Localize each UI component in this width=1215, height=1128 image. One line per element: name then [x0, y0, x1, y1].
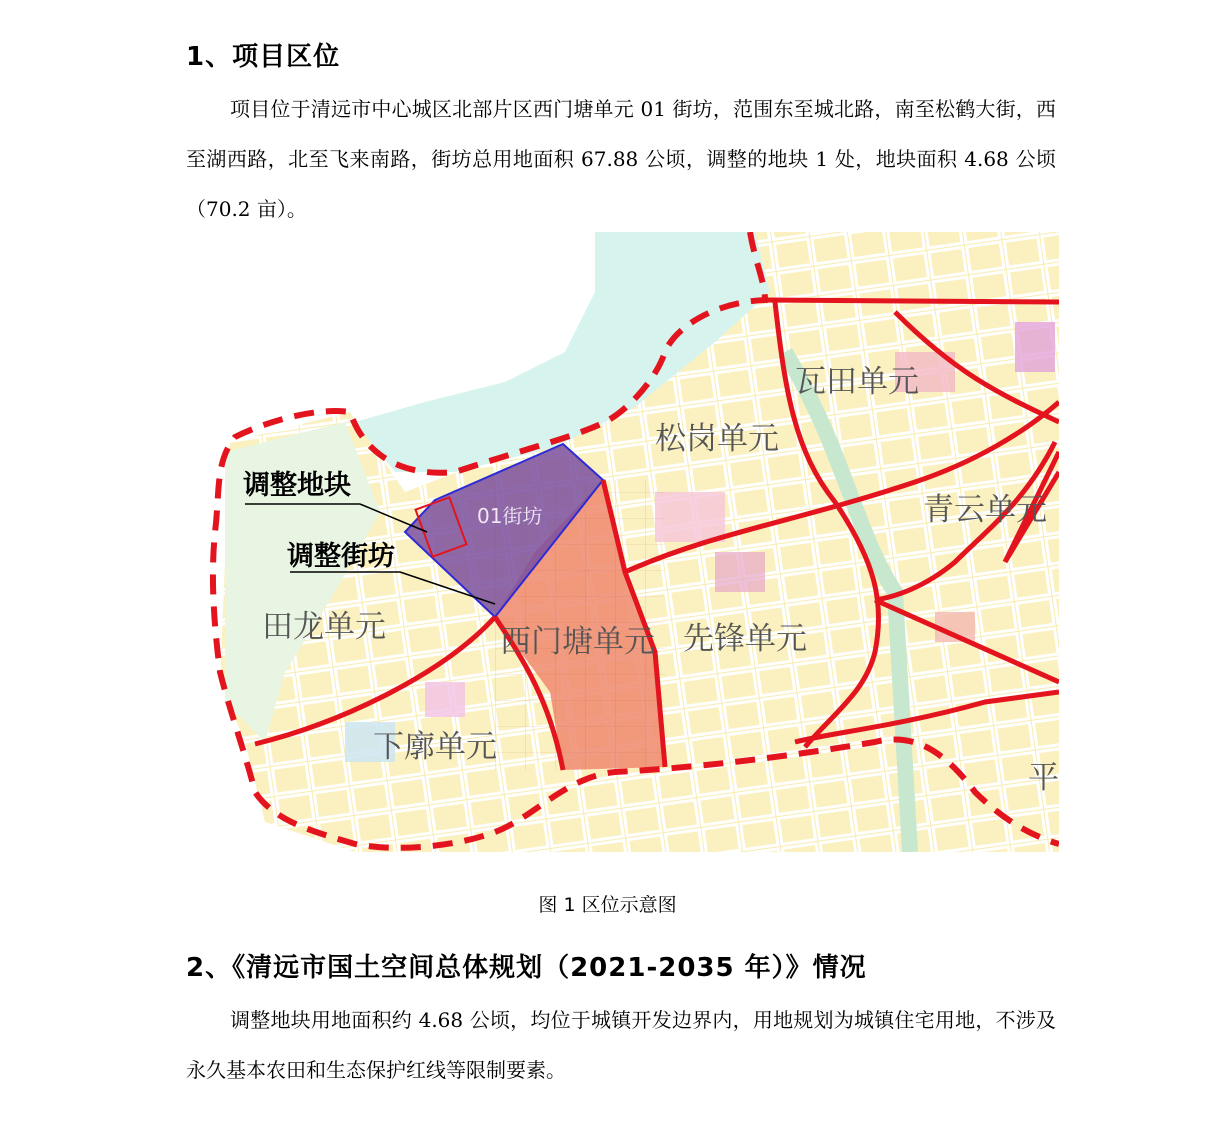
unit-boundary [765, 300, 1059, 302]
unit-label-song-gang: 松岗单元 [655, 421, 779, 457]
unit-label-xian-feng: 先锋单元 [683, 621, 807, 657]
unit-label-xi-men-tang: 西门塘单元 [500, 624, 655, 660]
unit-label-qing-yun: 青云单元 [923, 492, 1047, 528]
unit-label-ping: 平 [1028, 760, 1059, 796]
land-patch [425, 682, 465, 717]
land-patch [715, 552, 765, 592]
land-patch [1015, 322, 1055, 372]
adjust-block-label: 调整街坊 [287, 541, 395, 572]
unit-label-xia-lang: 下廓单元 [373, 729, 497, 765]
land-patch [655, 492, 725, 542]
adjust-plot-label: 调整地块 [243, 470, 351, 501]
unit-label-tian-long: 田龙单元 [262, 609, 386, 645]
section-1-paragraph: 项目位于清远市中心城区北部片区西门塘单元 01 街坊，范围东至城北路，南至松鹤大街，西至湖西路，北至飞来南路，街坊总用地面积 67.88 公顷，调整的地块 1 处，地块面积 4.68 公顷（70.2 亩）。 [186, 97, 1056, 221]
section-2-paragraph: 调整地块用地面积约 4.68 公顷，均位于城镇开发边界内，用地规划为城镇住宅用地，不涉及永久基本农田和生态保护红线等限制要素。 [186, 1008, 1056, 1082]
location-map [195, 232, 1059, 852]
unit-label-wa-tian: 瓦田单元 [795, 364, 919, 400]
block-01-label: 01街坊 [477, 504, 543, 528]
section-1-heading: 1、项目区位 [186, 42, 341, 72]
figure-caption: 图 1 区位示意图 [538, 894, 677, 916]
section-2-heading: 2、《清远市国土空间总体规划（2021-2035 年）》情况 [186, 953, 867, 983]
